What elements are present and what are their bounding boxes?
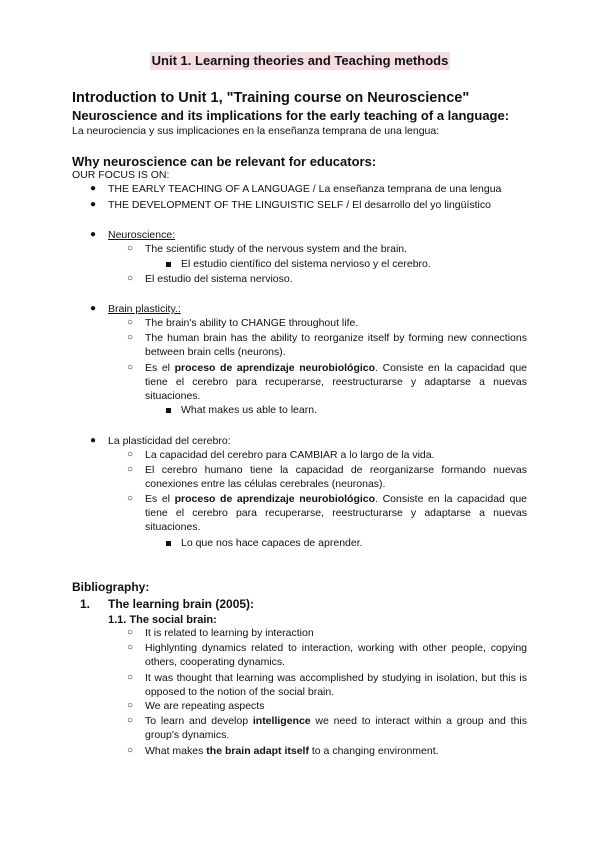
plasticidad-item-1: La capacidad del cerebro para CAMBIAR a lo largo de la vida. — [145, 449, 435, 461]
social-item-2: Highlynting dynamics related to interaction, working with other people, copying others, cooperating dynamics. — [145, 642, 527, 668]
intro-subheading: Neuroscience and its implications for the early teaching of a language: — [72, 108, 510, 123]
bullet-icon: ● — [90, 303, 97, 314]
circle-bullet-icon: ○ — [127, 464, 134, 475]
circle-bullet-icon: ○ — [127, 627, 134, 638]
plasticidad-item-3: Es el proceso de aprendizaje neurobiológico. Consiste en la capacidad que tiene el cerebro para recuperarse, reestructurarse y adaptarse a nuevas situaciones. — [145, 493, 527, 533]
square-bullet-icon — [166, 541, 171, 546]
bullet-icon: ● — [90, 199, 97, 210]
page-title: Unit 1. Learning theories and Teaching methods — [151, 53, 449, 68]
circle-bullet-icon: ○ — [127, 672, 134, 683]
plasticity-sub: What makes us able to learn. — [181, 404, 317, 416]
neuroscience-definition: The scientific study of the nervous system and the brain. — [145, 243, 408, 255]
intro-subheading-es: La neurociencia y sus implicaciones en la enseñanza temprana de una lengua: — [72, 125, 440, 137]
social-item-5: To learn and develop intelligence we need to interact within a group and this group's dynamics. — [145, 715, 528, 741]
circle-bullet-icon: ○ — [127, 362, 134, 373]
neuroscience-definition-es: El estudio científico del sistema nervioso y el cerebro. — [181, 258, 431, 270]
intro-heading: Introduction to Unit 1, "Training course on Neuroscience" — [72, 90, 470, 106]
square-bullet-icon — [166, 408, 171, 413]
social-item-6: What makes the brain adapt itself to a changing environment. — [145, 745, 439, 757]
plasticity-label: Brain plasticity.: — [108, 303, 181, 315]
neuroscience-definition-2: El estudio del sistema nervioso. — [145, 273, 293, 285]
social-item-4: We are repeating aspects — [145, 700, 265, 712]
circle-bullet-icon: ○ — [127, 449, 134, 460]
focus-item-1: THE EARLY TEACHING OF A LANGUAGE / La enseñanza temprana de una lengua — [108, 183, 502, 195]
plasticidad-sub: Lo que nos hace capaces de aprender. — [181, 537, 363, 549]
why-heading: Why neuroscience can be relevant for educators: — [72, 154, 377, 169]
focus-label: OUR FOCUS IS ON: — [72, 169, 170, 181]
circle-bullet-icon: ○ — [127, 317, 134, 328]
plasticity-item-3: Es el proceso de aprendizaje neurobiológico. Consiste en la capacidad que tiene el cerebro para recuperarse, reestructurarse y adaptarse a nuevas situaciones. — [145, 362, 527, 402]
plasticidad-label: La plasticidad del cerebro: — [108, 435, 231, 447]
bibliography-book: The learning brain (2005): — [108, 597, 255, 611]
circle-bullet-icon: ○ — [127, 642, 134, 653]
bullet-icon: ● — [90, 183, 97, 194]
neuroscience-label: Neuroscience: — [108, 229, 176, 241]
focus-item-2: THE DEVELOPMENT OF THE LINGUISTIC SELF / El desarrollo del yo lingüístico — [108, 199, 491, 211]
circle-bullet-icon: ○ — [127, 715, 134, 726]
circle-bullet-icon: ○ — [127, 332, 134, 343]
bibliography-heading: Bibliography: — [72, 580, 150, 594]
plasticity-item-2: The human brain has the ability to reorganize itself by forming new connections between brain cells (neurons). — [145, 332, 527, 358]
circle-bullet-icon: ○ — [127, 273, 134, 284]
bullet-icon: ● — [90, 229, 97, 240]
circle-bullet-icon: ○ — [127, 745, 134, 756]
plasticity-item-1: The brain's ability to CHANGE throughout life. — [145, 317, 359, 329]
social-item-1: It is related to learning by interaction — [145, 627, 314, 639]
title-container — [0, 52, 600, 70]
bibliography-section: 1.1. The social brain: — [108, 614, 217, 626]
circle-bullet-icon: ○ — [127, 700, 134, 711]
plasticidad-item-2: El cerebro humano tiene la capacidad de reorganizarse formando nuevas conexiones entre las células cerebrales (neuronas). — [145, 464, 527, 490]
circle-bullet-icon: ○ — [127, 243, 134, 254]
bullet-icon: ● — [90, 435, 97, 446]
bibliography-number: 1. — [80, 597, 91, 611]
social-item-3: It was thought that learning was accomplished by studying in isolation, but this is opposed to the notion of the social brain. — [145, 672, 527, 698]
circle-bullet-icon: ○ — [127, 493, 134, 504]
square-bullet-icon — [166, 262, 171, 267]
